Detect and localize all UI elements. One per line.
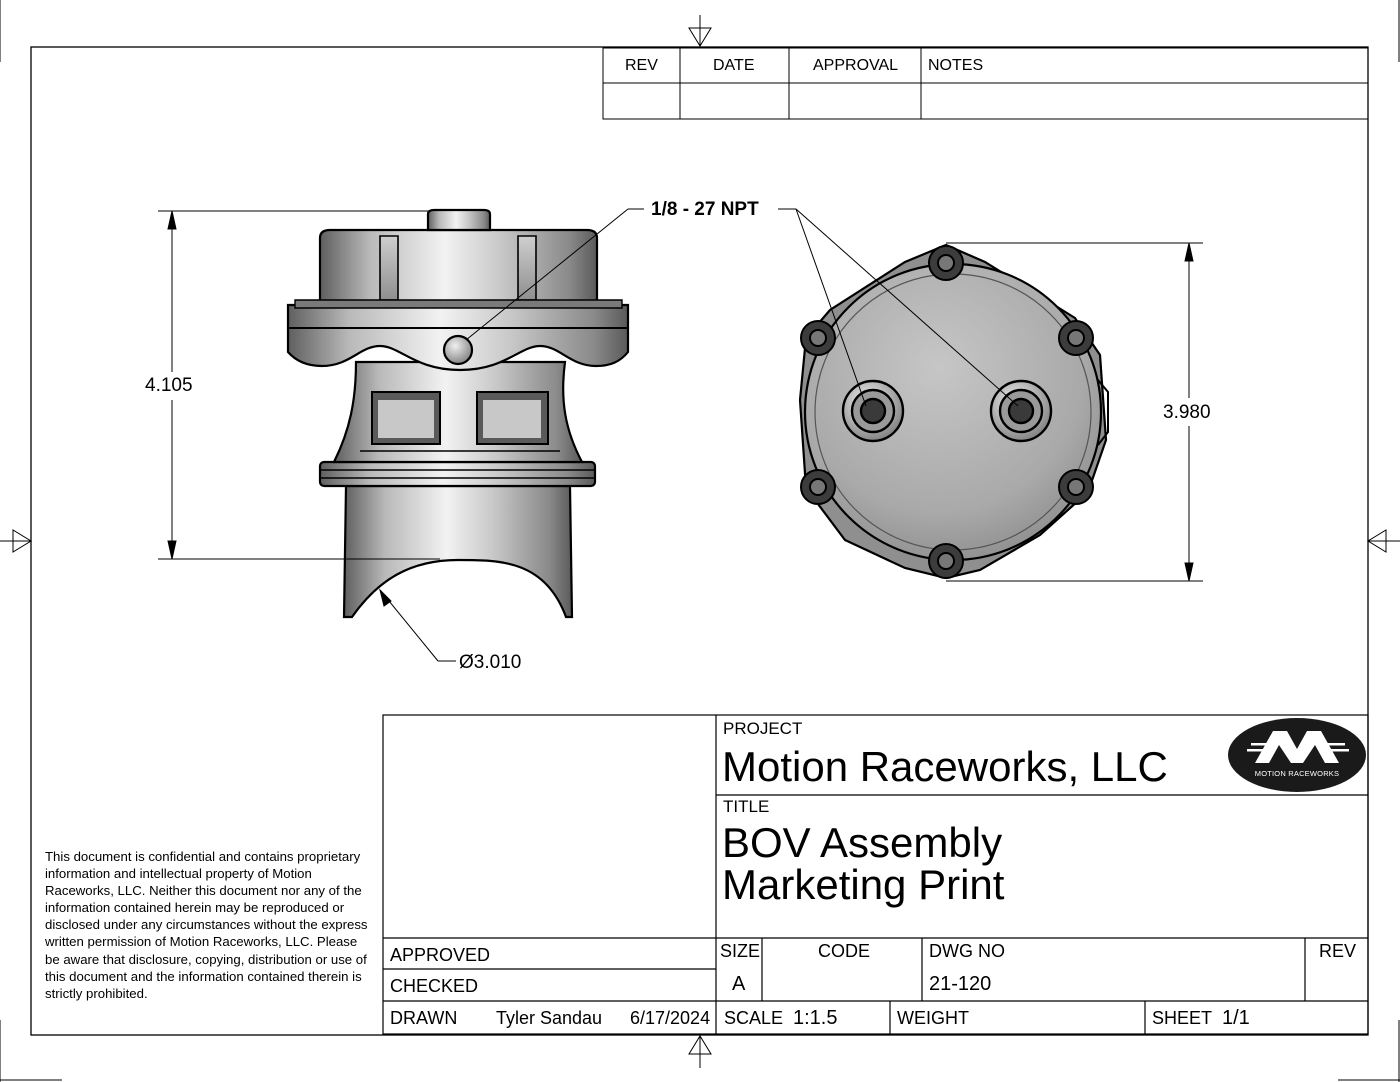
upper-cap: [320, 230, 597, 302]
scale-label: SCALE: [724, 1008, 784, 1028]
notes-header: NOTES: [928, 57, 984, 74]
size-label: SIZE: [720, 941, 761, 961]
sheet-label: SHEET: [1152, 1008, 1213, 1028]
rev-header: REV: [625, 57, 658, 74]
drawn-by: Tyler Sandau: [496, 1008, 603, 1028]
top-boss: [428, 210, 490, 230]
code-label: CODE: [818, 941, 871, 961]
thread-callout: 1/8 - 27 NPT: [651, 199, 759, 220]
confidentiality-notice: This document is confidential and contains proprietary information and intellectual property of Motion Raceworks, LLC. Neither this document nor any of the information contained herein may be reproduced or disclosed under any circumstances without the express written permission of Motion Raceworks, LLC. Please be aware that disclosure, copying, distribution or use of this document and the information contained therein is strictly prohibited.: [45, 849, 368, 1001]
company-logo: [1227, 717, 1367, 793]
title-line-2: Marketing Print: [722, 861, 1005, 908]
logo-text: MOTION RACEWORKS: [1254, 769, 1340, 778]
dwg-no-label: DWG NO: [929, 941, 1005, 961]
title-line-1: BOV Assembly: [722, 819, 1003, 866]
flange-ring: [320, 462, 595, 486]
date-header: DATE: [713, 57, 755, 74]
approval-header: APPROVAL: [813, 57, 899, 74]
npt-port-side: [444, 336, 472, 364]
drawn-label: DRAWN: [390, 1008, 458, 1028]
logo-mark-icon: [1227, 717, 1367, 793]
dwg-no-value: 21-120: [929, 973, 992, 995]
drawn-date: 6/17/2024: [630, 1008, 711, 1028]
outlet-pipe: [344, 486, 572, 617]
height-dimension: 4.105: [145, 375, 193, 396]
scale-value: 1:1.5: [793, 1007, 838, 1029]
title-label: TITLE: [723, 797, 770, 816]
rev-label: REV: [1319, 941, 1357, 961]
side-view: [288, 210, 628, 617]
sheet-value: 1/1: [1222, 1007, 1250, 1029]
width-dimension: 3.980: [1163, 402, 1211, 423]
project-name: Motion Raceworks, LLC: [722, 743, 1168, 790]
checked-label: CHECKED: [390, 976, 479, 996]
project-label: PROJECT: [723, 719, 803, 738]
size-value: A: [732, 973, 746, 995]
diameter-dimension: Ø3.010: [459, 652, 522, 673]
weight-label: WEIGHT: [897, 1008, 969, 1028]
top-view: [800, 245, 1108, 578]
approved-label: APPROVED: [390, 945, 491, 965]
